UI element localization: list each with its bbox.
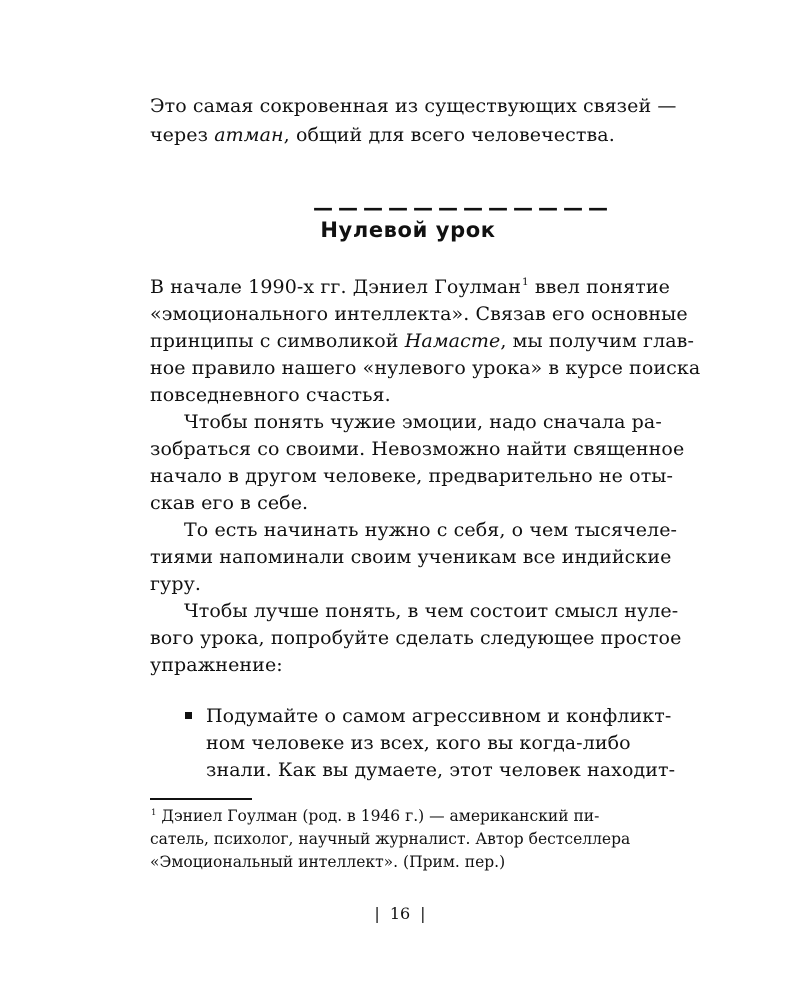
- page-bar-right: |: [420, 904, 426, 923]
- text-line: Это самая сокровенная из существующих связей —: [150, 95, 677, 117]
- text-line: В начале 1990-х гг. Дэниел Гоулман$^1$ ввел понятие: [150, 276, 670, 298]
- footnote-line: $^1$ Дэниел Гоулман (род. в 1946 г.) — американский пи-: [151, 807, 600, 825]
- section-title: Нулевой урок: [320, 218, 496, 242]
- text-line: через атман, общий для всего человечества.: [150, 124, 615, 146]
- emphasis-atman: атман: [214, 124, 284, 146]
- text-line: То есть начинать нужно с себя, о чем тысячеле-: [184, 519, 678, 541]
- text-line: скав его в себе.: [150, 492, 309, 514]
- text-line: Чтобы понять чужие эмоции, надо сначала ра-: [184, 411, 662, 433]
- footnote-marker: 1: [151, 807, 157, 818]
- footnote-ref: 1: [521, 276, 529, 289]
- text-line: повседневного счастья.: [150, 384, 391, 406]
- page-number-value: 16: [389, 904, 411, 923]
- footnote-rule: [150, 798, 252, 800]
- footnote-line: «Эмоциональный интеллект». (Прим. пер.): [150, 853, 506, 871]
- bullet-text-line: знали. Как вы думаете, этот человек находит-: [206, 759, 676, 781]
- text-line: «эмоционального интеллекта». Связав его основные: [150, 303, 688, 325]
- footnote-line: сатель, психолог, научный журналист. Автор бестселлера: [150, 830, 631, 848]
- text-line: вого урока, попробуйте сделать следующее простое: [150, 627, 682, 649]
- bullet-square-icon: [185, 712, 192, 719]
- section-divider: ————————————: [313, 196, 613, 220]
- text-line: Чтобы лучше понять, в чем состоит смысл нуле-: [184, 600, 679, 622]
- text-line: ное правило нашего «нулевого урока» в курсе поиска: [150, 357, 701, 379]
- text-line: тиями напоминали своим ученикам все индийские: [150, 546, 672, 568]
- text-line: принципы с символикой Намасте, мы получим глав-: [150, 330, 694, 352]
- bullet-text-line: Подумайте о самом агрессивном и конфликт-: [206, 705, 672, 727]
- text-line: упражнение:: [150, 654, 283, 676]
- text-line: начало в другом человеке, предварительно не оты-: [150, 465, 674, 487]
- page-bar-left: |: [374, 904, 380, 923]
- bullet-text-line: ном человеке из всех, кого вы когда-либо: [206, 732, 631, 754]
- text-line: гуру.: [150, 573, 202, 595]
- text-line: зобраться со своими. Невозможно найти священное: [150, 438, 685, 460]
- page-number: [340, 903, 460, 925]
- emphasis-namaste: Намасте: [404, 330, 501, 352]
